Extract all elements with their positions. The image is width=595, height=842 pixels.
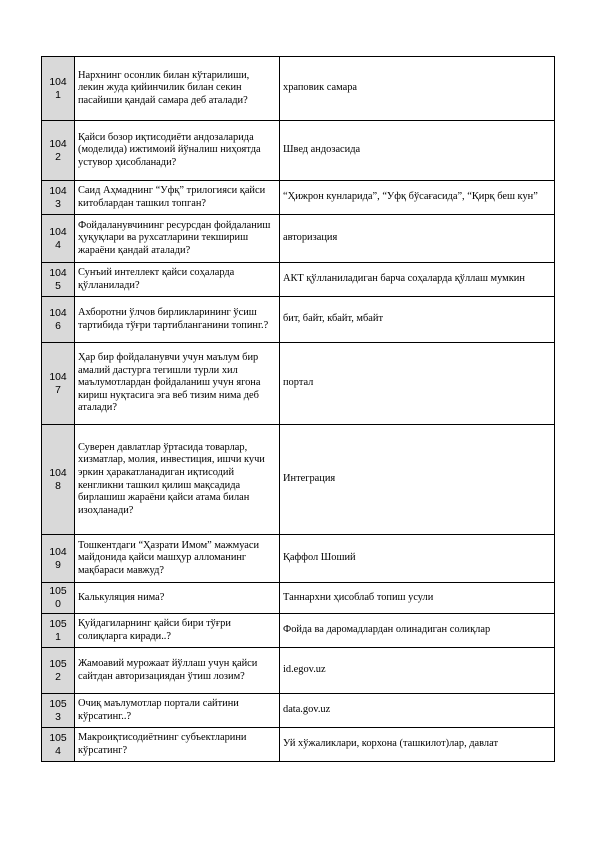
row-number: 105 1 xyxy=(42,614,75,648)
question-cell: Қуйдагиларнинг қайси бири тўғри солиқларга киради..? xyxy=(75,614,280,648)
row-number: 104 1 xyxy=(42,57,75,121)
question-cell: Очиқ маълумотлар портали сайтини кўрсатинг..? xyxy=(75,694,280,728)
answer-cell: авторизация xyxy=(280,215,555,263)
table-row xyxy=(42,57,555,121)
table-row xyxy=(42,215,555,263)
question-cell: Фойдаланувчининг ресурсдан фойдаланиш ҳуқуқлари ва рухсатларини текшириш жараёни қандай аталади? xyxy=(75,215,280,263)
table-row xyxy=(42,648,555,694)
row-number: 104 6 xyxy=(42,297,75,343)
table-row xyxy=(42,297,555,343)
question-cell: Тошкентдаги “Ҳазрати Имом” мажмуаси майдонида қайси машҳур алломанинг мақбараси мавжуд? xyxy=(75,535,280,583)
question-cell: Жамоавий мурожаат йўллаш учун қайси сайтдан авторизациядан ўтиш лозим? xyxy=(75,648,280,694)
question-cell: Ҳар бир фойдаланувчи учун маълум бир амалий дастурга тегишли турли хил маълумотлардан фойдаланиш учун ягона кириш нуқтасига эга веб тизим нима деб аталади? xyxy=(75,343,280,425)
question-cell: Қайси бозор иқтисодиёти андозаларида (моделида) ижтимоий йўналиш ниҳоятда устувор ҳисобланади? xyxy=(75,121,280,181)
answer-cell: “Ҳижрон кунларида”, “Уфқ бўсағасида”, “Қирқ беш кун” xyxy=(280,181,555,215)
answer-cell: Фойда ва даромадлардан олинадиган солиқлар xyxy=(280,614,555,648)
answer-cell: бит, байт, кбайт, мбайт xyxy=(280,297,555,343)
row-number: 104 2 xyxy=(42,121,75,181)
answer-cell: Швед андозасида xyxy=(280,121,555,181)
answer-cell: Интеграция xyxy=(280,425,555,535)
row-number: 104 5 xyxy=(42,263,75,297)
question-cell: Сунъий интеллект қайси соҳаларда қўлланилади? xyxy=(75,263,280,297)
table-row xyxy=(42,694,555,728)
row-number: 105 4 xyxy=(42,728,75,762)
question-cell: Калькуляция нима? xyxy=(75,583,280,614)
row-number: 105 2 xyxy=(42,648,75,694)
question-cell: Саид Аҳмаднинг “Уфқ” трилогияси қайси китоблардан ташкил топган? xyxy=(75,181,280,215)
table-row xyxy=(42,121,555,181)
table-row xyxy=(42,614,555,648)
qa-table xyxy=(41,56,555,762)
table-row xyxy=(42,263,555,297)
row-number: 105 0 xyxy=(42,583,75,614)
question-cell: Макроиқтисодиётнинг субъектларини кўрсатинг? xyxy=(75,728,280,762)
answer-cell: Таннархни ҳисоблаб топиш усули xyxy=(280,583,555,614)
row-number: 105 3 xyxy=(42,694,75,728)
table-row xyxy=(42,535,555,583)
answer-cell: Қаффол Шоший xyxy=(280,535,555,583)
answer-cell: Уй хўжаликлари, корхона (ташкилот)лар, давлат xyxy=(280,728,555,762)
table-row xyxy=(42,181,555,215)
table-row xyxy=(42,583,555,614)
question-cell: Нархнинг осонлик билан кўтарилиши, лекин жуда қийинчилик билан секин пасайиши қандай самара деб аталади? xyxy=(75,57,280,121)
table-row xyxy=(42,728,555,762)
answer-cell: data.gov.uz xyxy=(280,694,555,728)
row-number: 104 8 xyxy=(42,425,75,535)
table-row xyxy=(42,425,555,535)
answer-cell: храповик самара xyxy=(280,57,555,121)
row-number: 104 4 xyxy=(42,215,75,263)
question-cell: Ахборотни ўлчов бирликларининг ўсиш тартибида тўғри тартибланганини топинг.? xyxy=(75,297,280,343)
row-number: 104 9 xyxy=(42,535,75,583)
row-number: 104 7 xyxy=(42,343,75,425)
table-row xyxy=(42,343,555,425)
answer-cell: id.egov.uz xyxy=(280,648,555,694)
question-cell: Суверен давлатлар ўртасида товарлар, хизматлар, молия, инвестиция, ишчи кучи эркин ҳаракатланадиган иқтисодий кенгликни ташкил қилиш мақсадида бирлашиш жараёни қайси атама билан изоҳланади? xyxy=(75,425,280,535)
row-number: 104 3 xyxy=(42,181,75,215)
answer-cell: АКТ қўлланиладиган барча соҳаларда қўллаш мумкин xyxy=(280,263,555,297)
answer-cell: портал xyxy=(280,343,555,425)
